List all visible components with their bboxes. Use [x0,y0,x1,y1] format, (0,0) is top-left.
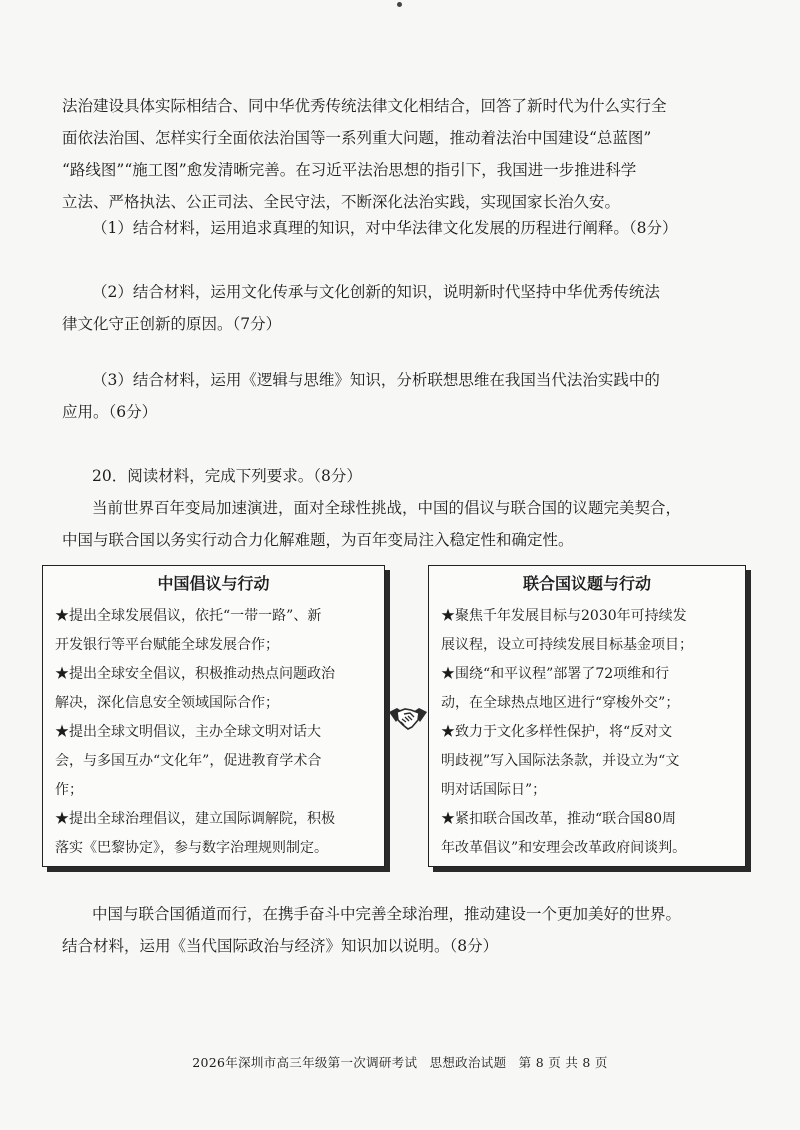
box-line: 落实《巴黎协定》，参与数字治理规则制定。 [55,840,328,856]
box-list [43,602,384,863]
box-line: ★提出全球发展倡议，依托“一带一路”、新 [55,608,322,624]
question-19-3 [62,364,742,428]
box-line: ★提出全球文明倡议，主办全球文明对话大 [55,724,321,740]
question-text: （1）结合材料，运用追求真理的知识，对中华法律文化发展的历程进行阐释。（8分） [92,219,678,237]
question-text: （2）结合材料，运用文化传承与文化创新的知识，说明新时代坚持中华优秀传统法 [92,283,660,301]
question-text: 律文化守正创新的原因。（7分） [62,315,282,333]
box-line: 明歧视”写入国际法条款，并设立为“文 [441,753,680,769]
subject-name: 思想政治试题 [429,1055,507,1070]
text-line: 面依法治国、怎样实行全面依法治国等一系列重大问题，推动着法治中国建设“总蓝图” [62,129,652,147]
prompt-text: 结合材料，运用《当代国际政治与经济》知识加以说明。（8分） [62,937,499,955]
intro-paragraph [62,90,742,218]
box-line: ★提出全球安全倡议，积极推动热点问题政治 [55,666,335,682]
box-line: 明对话国际日”； [441,782,547,798]
prompt-text: 中国与联合国循道而行，在携手奋斗中完善全球治理，推动建设一个更加美好的世界。 [92,905,682,923]
box-line: ★聚焦千年发展目标与2030年可持续发 [441,608,687,624]
box-title: 联合国议题与行动 [522,574,651,593]
text-line: 法治建设具体实际相结合、同中华优秀传统法律文化相结合，回答了新时代为什么实行全 [62,97,667,115]
box-line: ★紧扣联合国改革，推动“联合国80周 [441,811,676,827]
box-line: ★围绕“和平议程”部署了72项维和行 [441,666,670,682]
question-19-1 [62,212,742,244]
exam-name: 2026年深圳市高三年级第一次调研考试 [192,1055,418,1070]
question-20-prompt [62,898,742,962]
binding-mark [397,2,402,7]
page-footer [0,1053,800,1071]
material-text: 中国与联合国以务实行动合力化解难题，为百年变局注入稳定性和确定性。 [62,531,574,549]
question-text: 应用。（6分） [62,403,158,421]
handshake-icon [388,700,428,734]
box-title: 中国倡议与行动 [157,574,270,593]
box-line: 开发银行等平台赋能全球发展合作； [55,637,279,653]
text-line: “路线图”“施工图”愈发清晰完善。在习近平法治思想的指引下，我国进一步推进科学 [62,161,637,179]
box-line: 会，与多国互办“文化年”，促进教育学术合 [55,753,322,769]
material-text: 当前世界百年变局加速演进，面对全球性挑战，中国的倡议与联合国的议题完美契合， [92,499,682,517]
question-heading: 20．阅读材料，完成下列要求。（8分） [92,467,362,485]
box-line: 动，在全球热点地区进行“穿梭外交”； [441,695,680,711]
box-line: 年改革倡议”和安理会改革政府间谈判。 [441,840,687,856]
box-list [429,602,745,863]
question-19-2 [62,276,742,340]
text-line: 立法、严格执法、公正司法、全民守法，不断深化法治实践，实现国家长治久安。 [62,193,621,211]
question-20 [62,460,742,556]
box-line: 解决，深化信息安全领域国际合作； [55,695,279,711]
box-line: ★提出全球治理倡议，建立国际调解院，积极 [55,811,335,827]
un-agenda-box [428,565,746,867]
box-line: 作； [55,782,83,798]
box-line: ★致力于文化多样性保护，将“反对文 [441,724,673,740]
china-initiatives-box [42,565,385,867]
box-line: 展议程，设立可持续发展目标基金项目； [441,637,693,653]
page-number: 第 8 页 共 8 页 [518,1055,608,1070]
question-text: （3）结合材料，运用《逻辑与思维》知识，分析联想思维在我国当代法治实践中的 [92,371,660,389]
